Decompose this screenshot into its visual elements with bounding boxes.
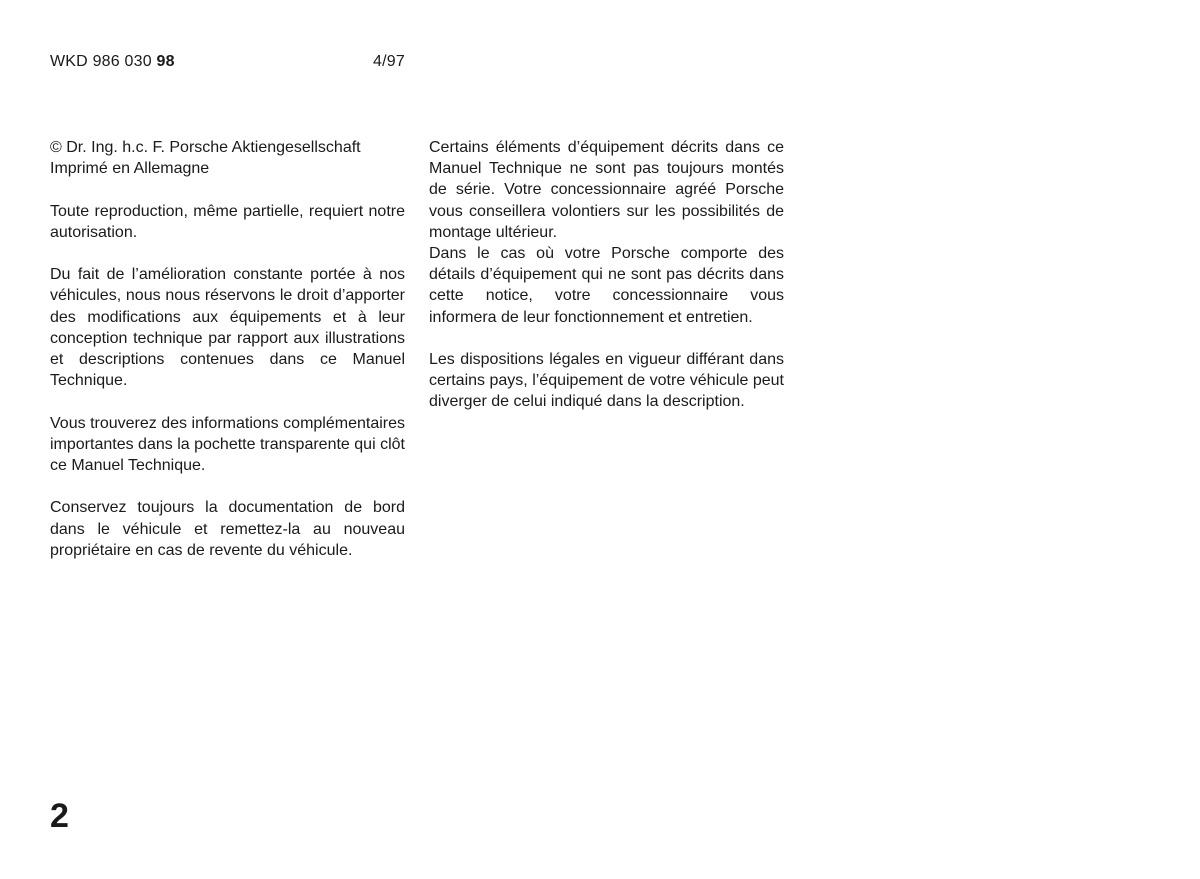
- modification-notice: Du fait de l’amélioration constante portée à nos véhicules, nous nous réservons le droit d’apporter des modifications aux équipements et à leur conception technique par rapport aux illustrations et descriptions contenues dans ce Manuel Technique.: [50, 266, 405, 390]
- reproduction-notice: Toute reproduction, même partielle, requiert notre autorisation.: [50, 202, 405, 241]
- page-number: 2: [50, 797, 69, 835]
- edition-date: 4/97: [373, 53, 405, 70]
- document-reference-bold: 98: [156, 53, 175, 70]
- legal-dispositions-notice: Les dispositions légales en vigueur différant dans certains pays, l’équipement de votre véhicule peut diverger de celui indiqué dans la description.: [429, 351, 784, 411]
- right-column: [429, 137, 784, 413]
- document-reference: [50, 51, 175, 72]
- equipment-notice: Certains éléments d’équipement décrits dans ce Manuel Technique ne sont pas toujours montés de série. Votre concessionnaire agréé Porsche vous conseillera volontiers sur les possibilités de montage ultérieur.: [429, 139, 784, 241]
- supplementary-info-notice: Vous trouverez des informations complémentaires importantes dans la pochette transparente qui clôt ce Manuel Technique.: [50, 414, 405, 474]
- printed-in-line: Imprimé en Allemagne: [50, 160, 210, 178]
- copyright-line: © Dr. Ing. h.c. F. Porsche Aktiengesellschaft: [50, 139, 361, 156]
- left-column: [50, 137, 405, 561]
- keep-documentation-notice: Conservez toujours la documentation de bord dans le véhicule et remettez-la au nouveau propriétaire en cas de revente du véhicule.: [50, 499, 405, 559]
- document-reference-prefix: WKD 986 030: [50, 53, 157, 70]
- copyright-block: [50, 137, 405, 179]
- equipment-details-notice: Dans le cas où votre Porsche comporte des détails d’équipement qui ne sont pas décrits dans cette notice, votre concessionnaire vous informera de leur fonctionnement et entretien.: [429, 245, 784, 326]
